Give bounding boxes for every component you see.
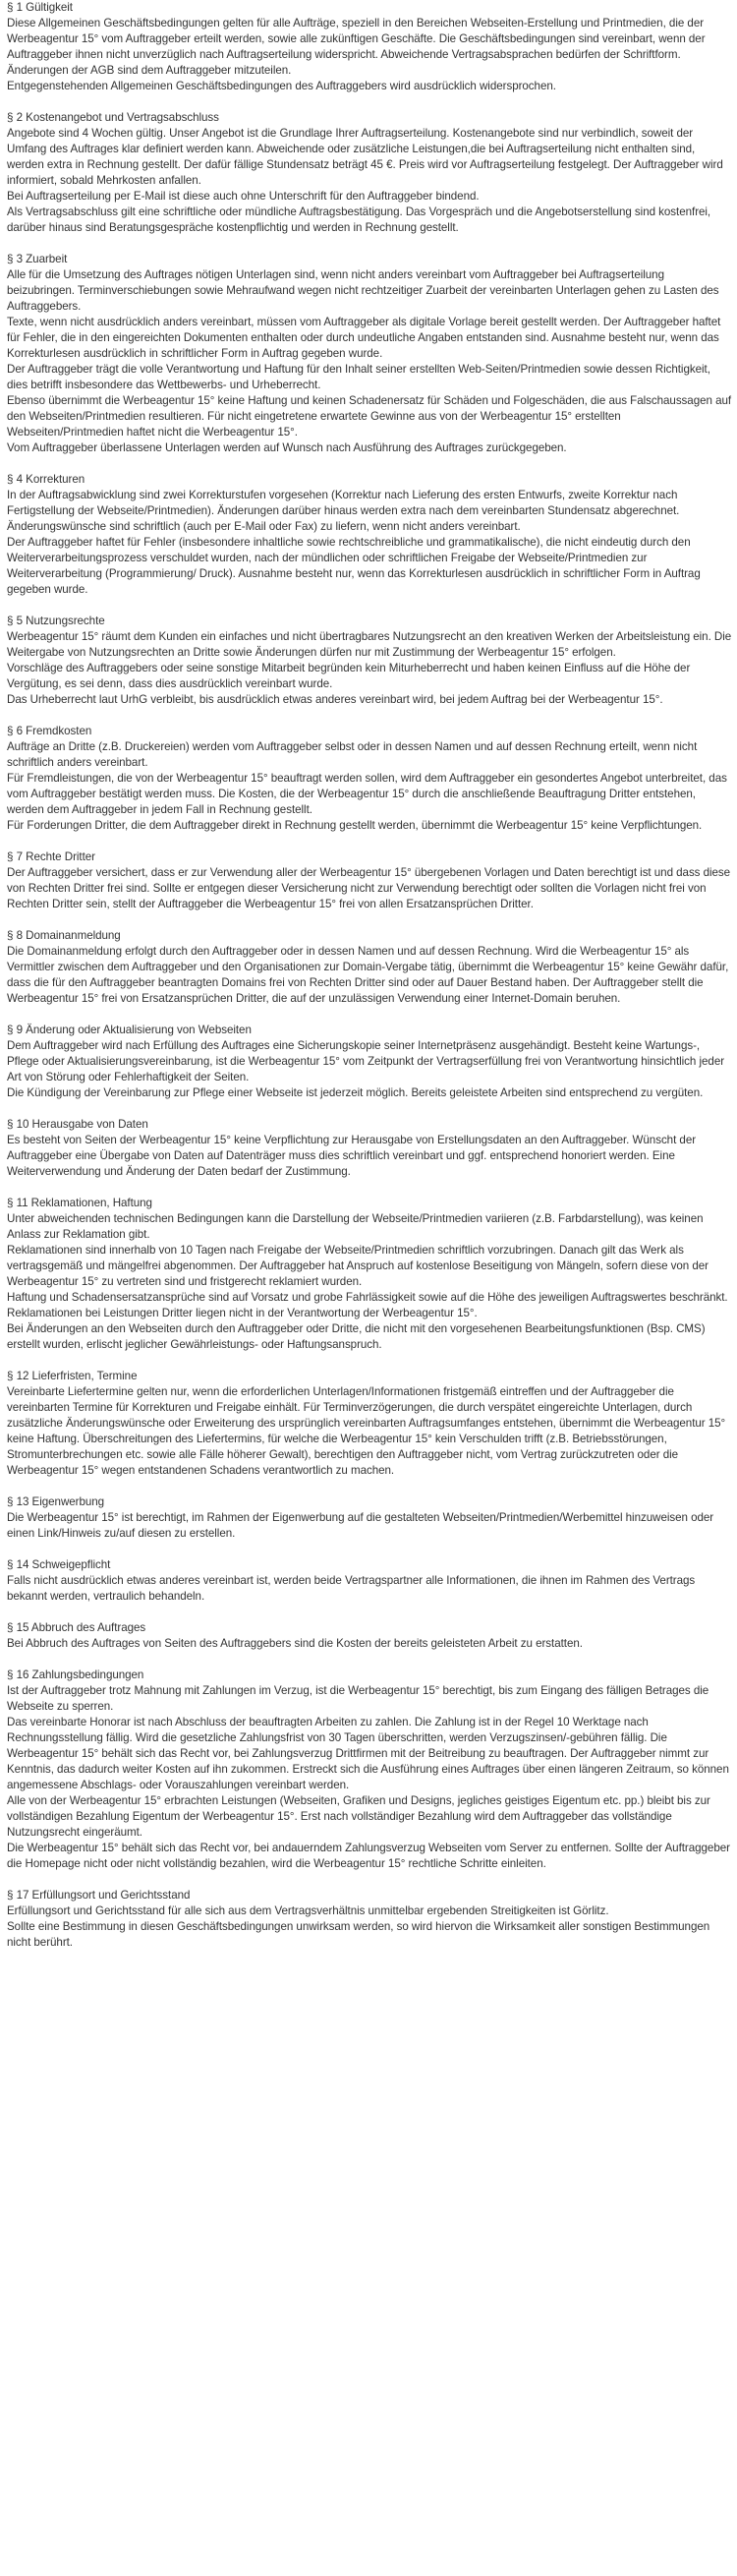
section-heading: § 6 Fremdkosten [7,725,92,737]
terms-section [7,1888,732,1951]
section-paragraph: Vom Auftraggeber überlassene Unterlagen werden auf Wunsch nach Ausführung des Auftrages zurückgegeben. [7,441,567,454]
section-paragraph: Bei Änderungen an den Webseiten durch den Auftraggeber oder Dritte, die nicht mit den vorgesehenen Bearbeitungsfunktionen (Bsp. CMS) erstellt wurden, erlischt jeglicher Gewährleistungs- oder Haftungsanspruch. [7,1322,706,1351]
terms-section [7,1117,732,1180]
section-paragraph: Für Fremdleistungen, die von der Werbeagentur 15° beauftragt werden sollen, wird dem Auftraggeber ein gesondertes Angebot unterbreitet, das vom Auftraggeber bestätigt werden muss. Die Kosten, die der Werbeagentur 15° durch die anschließende Beauftragung Dritter entstehen, werden dem Auftraggeber in jedem Fall in Rechnung gestellt. [7,772,727,816]
section-heading: § 13 Eigenwerbung [7,1495,105,1508]
terms-section [7,614,732,708]
section-heading: § 11 Reklamationen, Haftung [7,1197,152,1209]
terms-section [7,1023,732,1101]
terms-section [7,110,732,236]
section-paragraph: Die Werbeagentur 15° behält sich das Recht vor, bei andauerndem Zahlungsverzug Webseiten vom Server zu entfernen. Sollte der Auftraggeber die Homepage nicht oder nicht vollständig bezahlen, wird die Werbeagentur 15° rechtliche Schritte einleiten. [7,1842,730,1870]
section-heading: § 16 Zahlungsbedingungen [7,1669,144,1681]
section-paragraph: Die Domainanmeldung erfolgt durch den Auftraggeber oder in dessen Namen und auf dessen Rechnung. Wird die Werbeagentur 15° als Vermittler zwischen dem Auftraggeber und den Organisationen zur Domain-Vergabe tätig, übernimmt die Werbeagentur 15° keine Gewähr dafür, dass die für den Auftraggeber beantragten Domains frei von Rechten Dritter sind oder auf Dauer Bestand haben. Der Auftraggeber stellt die Werbeagentur 15° frei von Ersatzansprüchen Dritter, die auf der unzulässigen Verwendung einer Internet-Domain beruhen. [7,945,729,1005]
section-paragraph: Diese Allgemeinen Geschäftsbedingungen gelten für alle Aufträge, speziell in den Bereichen Webseiten-Erstellung und Printmedien, die der Werbeagentur 15° vom Auftraggeber erteilt werden, sowie alle zukünftigen Geschäfte. Die Geschäftsbedingungen sind vereinbart, wenn der Auftraggeber ihnen nicht unverzüglich nach Auftragserteilung widerspricht. Abweichende Vertragsabsprachen bedürfen der Schriftform. [7,17,706,61]
section-paragraph: Alle für die Umsetzung des Auftrages nötigen Unterlagen sind, wenn nicht anders vereinbart vom Auftraggeber bei Auftragserteilung beizubringen. Terminverschiebungen sowie Mehraufwand wegen nicht rechtzeitiger Zuarbeit der vereinbarten Unterlagen gehen zu Lasten des Auftraggebers. [7,268,719,313]
section-paragraph: Texte, wenn nicht ausdrücklich anders vereinbart, müssen vom Auftraggeber als digitale Vorlage bereit gestellt werden. Der Auftraggeber haftet für Fehler, die in den eingereichten Dokumenten enthalten oder durch undeutliche Angaben entstanden sind. Ausnahme besteht nur, wenn das Korrekturlesen ausdrücklich in schriftlicher Form in Auftrag gegeben wurde. [7,316,721,360]
section-paragraph: Bei Auftragserteilung per E-Mail ist diese auch ohne Unterschrift für den Auftraggeber bindend. [7,190,480,203]
section-paragraph: Änderungen der AGB sind dem Auftraggeber mitzuteilen. [7,64,292,77]
section-heading: § 12 Lieferfristen, Termine [7,1370,138,1382]
section-paragraph: Es besteht von Seiten der Werbeagentur 15° keine Verpflichtung zur Herausgabe von Erstellungsdaten an den Auftraggeber. Wünscht der Auftraggeber eine Übergabe von Daten auf Datenträger muss dies schriftlich vereinbart und ggf. entsprechend honoriert werden. Eine Weiterverwendung und Änderung der Daten bedarf der Zustimmung. [7,1134,697,1178]
section-paragraph: Das vereinbarte Honorar ist nach Abschluss der beauftragten Arbeiten zu zahlen. Die Zahlung ist in der Regel 10 Werktage nach Rechnungsstellung fällig. Wird die gesetzliche Zahlungsfrist von 30 Tagen überschritten, werden Verzugszinsen/-gebühren fällig. Die Werbeagentur 15° behält sich das Recht vor, bei Zahlungsverzug Drittfirmen mit der Beitreibung zu beauftragen. Der Auftraggeber nimmt zur Kenntnis, das dadurch weiter Kosten auf ihn zukommen. Erstreckt sich die Ausführung eines Auftrages über einen längeren Zeitraum, so können angemessene Abschlags- oder Vorauszahlungen vereinbart werden. [7,1716,729,1791]
terms-section [7,1196,732,1353]
terms-section [7,1668,732,1872]
section-paragraph: Als Vertragsabschluss gilt eine schriftliche oder mündliche Auftragsbestätigung. Das Vorgespräch und die Angebotserstellung sind kostenfrei, darüber hinaus sind Beratungsgespräche kostenpflichtig und werden in Rechnung gestellt. [7,205,711,234]
section-paragraph: Ist der Auftraggeber trotz Mahnung mit Zahlungen im Verzug, ist die Werbeagentur 15° berechtigt, bis zum Eingang des fälligen Betrages die Webseite zu sperren. [7,1684,709,1713]
terms-section [7,724,732,834]
section-paragraph: Für Forderungen Dritter, die dem Auftraggeber direkt in Rechnung gestellt werden, übernimmt die Werbeagentur 15° keine Verpflichtungen. [7,819,703,832]
terms-section [7,1494,732,1542]
terms-section [7,1620,732,1652]
section-paragraph: Unter abweichenden technischen Bedingungen kann die Darstellung der Webseite/Printmedien variieren (z.B. Farbdarstellung), was keinen Anlass zur Reklamation gibt. [7,1212,704,1241]
section-paragraph: Die Werbeagentur 15° ist berechtigt, im Rahmen der Eigenwerbung auf die gestalteten Webseiten/Printmedien/Werbemittel hinzuweisen oder einen Link/Hinweis zu/auf diesen zu erstellen. [7,1511,714,1540]
section-paragraph: Alle von der Werbeagentur 15° erbrachten Leistungen (Webseiten, Grafiken und Designs, jegliches geistiges Eigentum etc. pp.) bleibt bis zur vollständigen Bezahlung Eigentum der Werbeagentur 15°. Erst nach vollständiger Bezahlung wird dem Auftraggeber das vollständige Nutzungsrecht eingeräumt. [7,1794,710,1839]
terms-section [7,472,732,598]
section-paragraph: Dem Auftraggeber wird nach Erfüllung des Auftrages eine Sicherungskopie seiner Internetpräsenz ausgehändigt. Besteht keine Wartungs-, Pflege oder Aktualisierungsvereinbarung, ist die Werbeagentur 15° vom Zeitpunkt der Vertragserfüllung frei von Verantwortung hinsichtlich jeder Art von Störung oder Fehlerhaftigkeit der Seiten. [7,1039,725,1083]
section-paragraph: In der Auftragsabwicklung sind zwei Korrekturstufen vorgesehen (Korrektur nach Lieferung des ersten Entwurfs, zweite Korrektur nach Fertigstellung der Webseite/Printmedien). Änderungen darüber hinaus werden extra nach dem vereinbarten Stundensatz abgerechnet. [7,489,680,517]
section-heading: § 2 Kostenangebot und Vertragsabschluss [7,111,219,124]
terms-section [7,1369,732,1479]
section-heading: § 15 Abbruch des Auftrages [7,1621,146,1634]
section-paragraph: Ebenso übernimmt die Werbeagentur 15° keine Haftung und keinen Schadenersatz für Schäden und Folgeschäden, die aus Falschaussagen auf den Webseiten/Printmedien resultieren. Für nicht eingetretene erwartete Gewinne aus von der Werbeagentur 15° erstellten Webseiten/Printmedien haftet nicht die Werbeagentur 15°. [7,394,732,439]
terms-section [7,928,732,1007]
section-heading: § 7 Rechte Dritter [7,850,95,863]
section-heading: § 5 Nutzungsrechte [7,615,105,627]
terms-section [7,1557,732,1605]
section-paragraph: Aufträge an Dritte (z.B. Druckereien) werden vom Auftraggeber selbst oder in dessen Namen und auf dessen Rechnung erteilt, wenn nicht schriftlich anders vereinbart. [7,740,698,769]
section-paragraph: Der Auftraggeber versichert, dass er zur Verwendung aller der Werbeagentur 15° übergebenen Vorlagen und Daten berechtigt ist und dass diese von Rechten Dritter frei sind. Sollte er entgegen dieser Versicherung nicht zur Verwendung berechtigt oder sollten die Vorlagen nicht frei von Rechten Dritter sein, stellt der Auftraggeber die Werbeagentur 15° frei von allen Ersatzansprüchen Dritter. [7,866,731,910]
terms-section [7,0,732,94]
section-heading: § 10 Herausgabe von Daten [7,1118,148,1131]
section-paragraph: Das Urheberrecht laut UrhG verbleibt, bis ausdrücklich etwas anderes vereinbart wird, bei jedem Auftrag bei der Werbeagentur 15°. [7,693,663,706]
section-heading: § 3 Zuarbeit [7,253,68,265]
section-paragraph: Die Kündigung der Vereinbarung zur Pflege einer Webseite ist jederzeit möglich. Bereits geleistete Arbeiten sind entsprechend zu vergüten. [7,1086,704,1099]
section-paragraph: Erfüllungsort und Gerichtsstand für alle sich aus dem Vertragsverhältnis unmittelbar ergebenden Streitigkeiten ist Görlitz. [7,1904,609,1917]
section-paragraph: Angebote sind 4 Wochen gültig. Unser Angebot ist die Grundlage Ihrer Auftragserteilung. Kostenangebote sind nur verbindlich, soweit der Umfang des Auftrages klar definiert werden kann. Abweichende oder zusätzliche Leistungen,die bei Auftragserteilung nicht enthalten sind, werden extra in Rechnung gestellt. Der dafür fällige Stundensatz beträgt 45 €. Preis wird vor Auftragserteilung festgelegt. Der Auftraggeber wird informiert, sobald Mehrkosten anfallen. [7,127,723,187]
section-paragraph: Haftung und Schadensersatzansprüche sind auf Vorsatz und grobe Fahrlässigkeit sowie auf die Höhe des jeweiligen Auftragswertes beschränkt. Reklamationen bei Leistungen Dritter liegen nicht in der Verantwortung der Werbeagentur 15°. [7,1291,728,1319]
section-heading: § 17 Erfüllungsort und Gerichtsstand [7,1889,191,1902]
section-heading: § 8 Domainanmeldung [7,929,121,942]
section-heading: § 9 Änderung oder Aktualisierung von Webseiten [7,1024,252,1036]
section-paragraph: Bei Abbruch des Auftrages von Seiten des Auftraggebers sind die Kosten der bereits geleisteten Arbeit zu erstatten. [7,1637,583,1650]
section-paragraph: Falls nicht ausdrücklich etwas anderes vereinbart ist, werden beide Vertragspartner alle Informationen, die ihnen im Rahmen des Vertrags bekannt werden, vertraulich behandeln. [7,1574,696,1603]
section-paragraph: Änderungswünsche sind schriftlich (auch per E-Mail oder Fax) zu liefern, wenn nicht anders vereinbart. [7,520,521,533]
section-paragraph: Der Auftraggeber trägt die volle Verantwortung und Haftung für den Inhalt seiner erstellten Web-Seiten/Printmedien sowie dessen Richtigkeit, dies betrifft insbesondere das Wettbewerbs- und Urheberrecht. [7,363,710,391]
section-heading: § 1 Gültigkeit [7,1,73,14]
section-heading: § 14 Schweigepflicht [7,1558,111,1571]
terms-section [7,252,732,456]
section-paragraph: Entgegenstehenden Allgemeinen Geschäftsbedingungen des Auftraggebers wird ausdrücklich widersprochen. [7,80,556,92]
section-paragraph: Vereinbarte Liefertermine gelten nur, wenn die erforderlichen Unterlagen/Informationen fristgemäß eintreffen und der Auftraggeber die vereinbarten Termine für Korrekturen und Freigabe einhält. Für Terminverzögerungen, die durch verspätet eingereichte Unterlagen, durch zusätzliche Änderungswünsche oder Erweiterung des ursprünglich vereinbarten Auftragsumfanges entstehen, übernimmt die Werbeagentur 15° keine Haftung. Überschreitungen des Liefertermins, für welche die Werbeagentur 15° kein Verschulden trifft (z.B. Betriebsstörungen, Stromunterbrechungen etc. sowie alle Fälle höherer Gewalt), berechtigen den Auftraggeber nicht, vom Vertrag zurückzutreten oder die Werbeagentur 15° wegen entstandenen Schadens verantwortlich zu machen. [7,1385,726,1477]
section-paragraph: Reklamationen sind innerhalb von 10 Tagen nach Freigabe der Webseite/Printmedien schriftlich vorzubringen. Danach gilt das Werk als vertragsgemäß und mängelfrei abgenommen. Der Auftraggeber hat Anspruch auf kostenlose Beseitigung von Mängeln, sofern diese von der Werbeagentur 15° zu vertreten sind und fristgerecht reklamiert wurden. [7,1244,709,1288]
section-paragraph: Der Auftraggeber haftet für Fehler (insbesondere inhaltliche sowie rechtschreibliche und grammatikalische), die nicht eindeutig durch den Weiterverarbeitungsprozess verschuldet wurden, nach der mündlichen oder schriftlichen Freigabe der Webseite/Printmedien zur Weiterverarbeitung (Programmierung/ Druck). Ausnahme besteht nur, wenn das Korrekturlesen ausdrücklich in schriftlicher Form in Auftrag gegeben wurde. [7,536,701,596]
section-paragraph: Werbeagentur 15° räumt dem Kunden ein einfaches und nicht übertragbares Nutzungsrecht an den kreativen Werken der Arbeitsleistung ein. Die Weitergabe von Nutzungsrechten an Dritte sowie Änderungen dürfen nur mit Zustimmung der Werbeagentur 15° erfolgen. [7,630,732,659]
section-heading: § 4 Korrekturen [7,473,85,486]
section-paragraph: Sollte eine Bestimmung in diesen Geschäftsbedingungen unwirksam werden, so wird hiervon die Wirksamkeit aller sonstigen Bestimmungen nicht berührt. [7,1920,710,1949]
section-paragraph: Vorschläge des Auftraggebers oder seine sonstige Mitarbeit begründen kein Miturheberrecht und haben keinen Einfluss auf die Höhe der Vergütung, es sei denn, dass dies ausdrücklich vereinbart wurde. [7,662,691,690]
terms-section [7,849,732,912]
